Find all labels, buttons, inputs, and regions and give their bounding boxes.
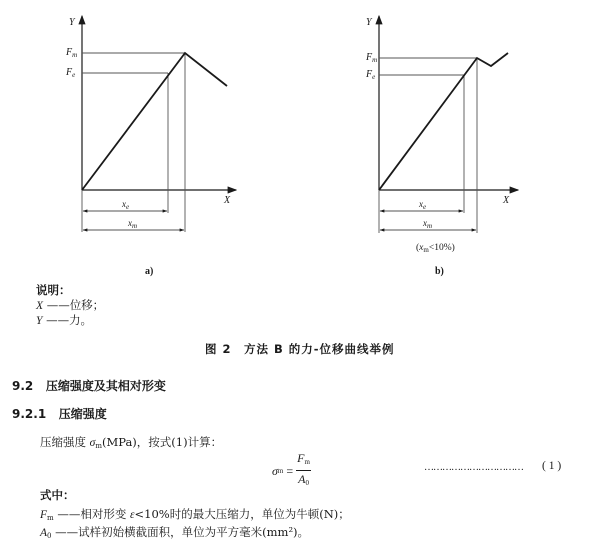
formula-leader-dots: …………………………… xyxy=(424,462,523,473)
legend-item-x: X ——位移； xyxy=(36,298,105,312)
formula-fraction: $\frac{F_m}{A_0}$ xyxy=(297,451,310,487)
panel-a-y-label: Y xyxy=(69,17,75,28)
subsection-heading: 9.2.1 压缩强度 xyxy=(12,407,107,421)
panel-b-fe-label: $F_e$ xyxy=(366,69,376,81)
panel-a-xm-label: $x_m$ xyxy=(128,218,138,230)
panel-b-fm-label: $F_m$ xyxy=(366,52,378,64)
formula-number: ( 1 ) xyxy=(542,460,562,472)
where-item-fm: $F_m$ ——相对形变 ε<10%时的最大压缩力，单位为牛顿(N)； xyxy=(40,507,350,522)
panel-b-condition: $(x_m<10\%)$ xyxy=(416,243,455,254)
where-item-a0: $A_0$ ——试样初始横截面积，单位为平方毫米(mm²)。 xyxy=(40,525,310,540)
panel-a-xe-label: $x_e$ xyxy=(122,199,130,211)
panel-a-x-label: X xyxy=(224,195,231,206)
formula-1: σ m = $\frac{F_m}{A_0}$ xyxy=(272,452,311,490)
force-curve xyxy=(379,53,508,190)
panel-a-caption: a) xyxy=(145,266,154,277)
panel-a-fm-label: $F_m$ xyxy=(66,47,78,59)
panel-b-plot xyxy=(379,16,518,233)
panel-b-xm-label: $x_m$ xyxy=(423,218,433,230)
panel-b-x-label: X xyxy=(503,195,510,206)
panel-b-caption: b) xyxy=(435,266,444,277)
panel-b-xe-label: $x_e$ xyxy=(419,199,427,211)
where-title: 式中： xyxy=(40,488,75,502)
panel-b-y-label: Y xyxy=(366,17,372,28)
legend-title: 说明： xyxy=(36,283,71,297)
section-heading: 9.2 压缩强度及其相对形变 xyxy=(12,379,166,393)
panel-a-plot xyxy=(82,16,236,232)
legend-item-y: Y ——力。 xyxy=(36,313,93,327)
figure-caption: 图 2 方法 B 的力-位移曲线举例 xyxy=(205,342,395,356)
force-curve xyxy=(82,53,227,190)
intro-paragraph: 压缩强度 $\sigma_m(MPa)$，按式(1)计算： xyxy=(40,435,223,450)
panel-a-fe-label: $F_e$ xyxy=(66,67,76,79)
